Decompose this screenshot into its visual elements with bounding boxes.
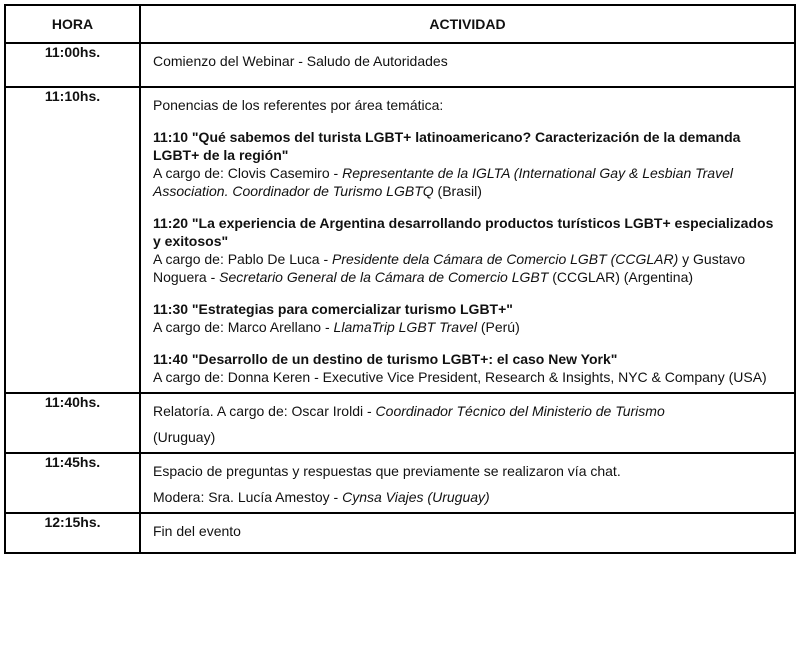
row-activity bbox=[140, 87, 795, 393]
activity-text: Comienzo del Webinar - Saludo de Autoridades bbox=[153, 53, 448, 69]
row-activity bbox=[140, 393, 795, 453]
talk-speaker bbox=[153, 318, 782, 336]
row-time: 11:00hs. bbox=[5, 43, 140, 87]
activity-country: (Uruguay) bbox=[153, 429, 216, 445]
talk-item bbox=[153, 128, 782, 200]
agenda-table bbox=[4, 4, 796, 554]
moderator-role: Cynsa Viajes (Uruguay) bbox=[342, 489, 490, 505]
speaker-name: A cargo de: Pablo De Luca - bbox=[153, 251, 332, 267]
speaker-role-2: Secretario General de la Cámara de Comercio LGBT bbox=[219, 269, 549, 285]
talk-title: 11:20 "La experiencia de Argentina desarrollando productos turísticos LGBT+ especializados y exitosos" bbox=[153, 215, 774, 249]
speaker-country: (Perú) bbox=[476, 319, 520, 335]
talk-item bbox=[153, 300, 782, 336]
row-time: 11:40hs. bbox=[5, 393, 140, 453]
talk-speaker: A cargo de: Donna Keren - Executive Vice President, Research & Insights, NYC & Company (USA) bbox=[153, 369, 767, 385]
table-row bbox=[5, 513, 795, 553]
row-time: 11:45hs. bbox=[5, 453, 140, 513]
row-time: 11:10hs. bbox=[5, 87, 140, 393]
row-time: 12:15hs. bbox=[5, 513, 140, 553]
table-row bbox=[5, 453, 795, 513]
header-hora: HORA bbox=[5, 5, 140, 43]
table-header-row bbox=[5, 5, 795, 43]
moderator-name: Modera: Sra. Lucía Amestoy - bbox=[153, 489, 343, 505]
talk-title: 11:40 "Desarrollo de un destino de turismo LGBT+: el caso New York" bbox=[153, 351, 618, 367]
talk-item bbox=[153, 350, 782, 386]
activity-text: Espacio de preguntas y respuestas que previamente se realizaron vía chat. bbox=[153, 463, 621, 479]
activity-text: Relatoría. A cargo de: Oscar Iroldi - bbox=[153, 403, 376, 419]
table-row bbox=[5, 393, 795, 453]
table-row bbox=[5, 43, 795, 87]
speaker-country: (Brasil) bbox=[433, 183, 482, 199]
speaker-name-2: y Gustavo Noguera - bbox=[153, 251, 746, 285]
talk-speaker bbox=[153, 164, 782, 200]
header-actividad: ACTIVIDAD bbox=[140, 5, 795, 43]
speaker-role: Representante de la IGLTA (International Gay & Lesbian Travel Association. Coordinador de Turismo LGBTQ bbox=[153, 165, 733, 199]
talk-item bbox=[153, 214, 782, 286]
speaker-role: LlamaTrip LGBT Travel bbox=[333, 319, 477, 335]
row-activity bbox=[140, 513, 795, 553]
talk-title: 11:30 "Estrategias para comercializar turismo LGBT+" bbox=[153, 301, 513, 317]
talk-speaker bbox=[153, 250, 782, 286]
speaker-role: Presidente dela Cámara de Comercio LGBT (CCGLAR) bbox=[332, 251, 679, 267]
speaker-name: A cargo de: Clovis Casemiro - bbox=[153, 165, 343, 181]
talks-intro: Ponencias de los referentes por área temática: bbox=[153, 97, 444, 113]
row-activity bbox=[140, 43, 795, 87]
row-activity bbox=[140, 453, 795, 513]
speaker-name: A cargo de: Marco Arellano - bbox=[153, 319, 334, 335]
speaker-country: (CCGLAR) (Argentina) bbox=[548, 269, 694, 285]
activity-text: Fin del evento bbox=[153, 523, 241, 539]
talk-title: 11:10 "Qué sabemos del turista LGBT+ latinoamericano? Caracterización de la demanda LGBT+ de la región" bbox=[153, 129, 741, 163]
activity-role: Coordinador Técnico del Ministerio de Turismo bbox=[375, 403, 665, 419]
table-row bbox=[5, 87, 795, 393]
